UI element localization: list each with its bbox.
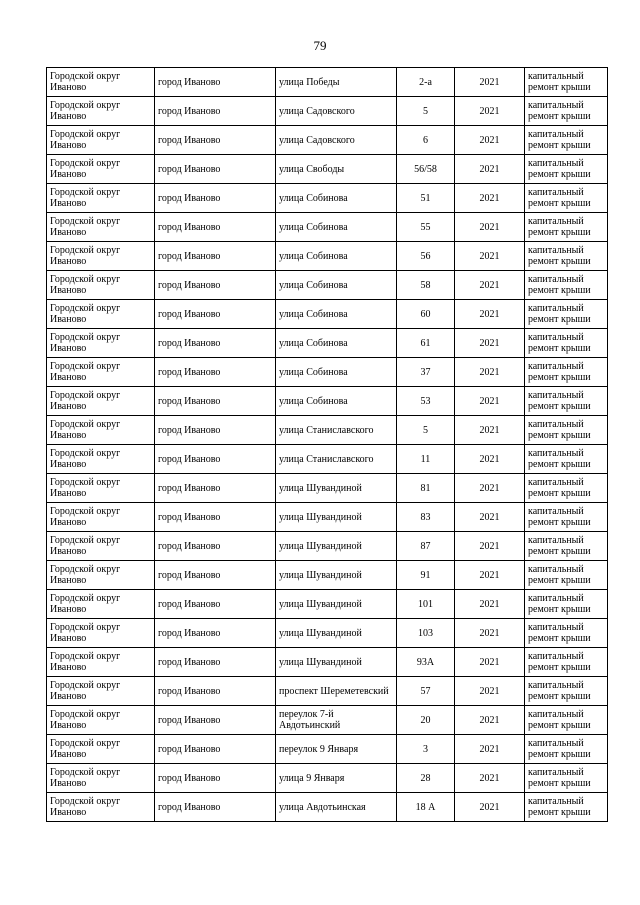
municipality-cell: Городской округ Иваново (47, 561, 155, 590)
year-cell: 2021 (455, 126, 525, 155)
house-number-cell: 55 (397, 213, 455, 242)
year-cell: 2021 (455, 706, 525, 735)
table-row (47, 213, 608, 242)
work-type-cell: капитальный ремонт крыши (525, 155, 608, 184)
year-cell: 2021 (455, 445, 525, 474)
work-type-cell: капитальный ремонт крыши (525, 387, 608, 416)
city-cell: город Иваново (155, 271, 276, 300)
table-row (47, 677, 608, 706)
municipality-cell: Городской округ Иваново (47, 532, 155, 561)
table-row (47, 590, 608, 619)
municipality-cell: Городской округ Иваново (47, 126, 155, 155)
year-cell: 2021 (455, 532, 525, 561)
year-cell: 2021 (455, 329, 525, 358)
year-cell: 2021 (455, 764, 525, 793)
city-cell: город Иваново (155, 706, 276, 735)
work-type-cell: капитальный ремонт крыши (525, 68, 608, 97)
house-number-cell: 101 (397, 590, 455, 619)
house-number-cell: 5 (397, 416, 455, 445)
municipality-cell: Городской округ Иваново (47, 97, 155, 126)
work-type-cell: капитальный ремонт крыши (525, 677, 608, 706)
year-cell: 2021 (455, 68, 525, 97)
year-cell: 2021 (455, 619, 525, 648)
street-cell: улица Шувандиной (276, 503, 397, 532)
municipality-cell: Городской округ Иваново (47, 764, 155, 793)
work-type-cell: капитальный ремонт крыши (525, 474, 608, 503)
street-cell: улица Садовского (276, 126, 397, 155)
year-cell: 2021 (455, 561, 525, 590)
street-cell: улица Садовского (276, 97, 397, 126)
city-cell: город Иваново (155, 358, 276, 387)
house-number-cell: 11 (397, 445, 455, 474)
city-cell: город Иваново (155, 242, 276, 271)
table-row (47, 648, 608, 677)
table-row (47, 445, 608, 474)
work-type-cell: капитальный ремонт крыши (525, 300, 608, 329)
year-cell: 2021 (455, 300, 525, 329)
municipality-cell: Городской округ Иваново (47, 155, 155, 184)
municipality-cell: Городской округ Иваново (47, 474, 155, 503)
year-cell: 2021 (455, 184, 525, 213)
house-number-cell: 51 (397, 184, 455, 213)
street-cell: улица Собинова (276, 387, 397, 416)
year-cell: 2021 (455, 648, 525, 677)
house-number-cell: 3 (397, 735, 455, 764)
table-row (47, 387, 608, 416)
municipality-cell: Городской округ Иваново (47, 213, 155, 242)
street-cell: улица Собинова (276, 271, 397, 300)
page-number: 79 (313, 38, 327, 53)
table-row (47, 242, 608, 271)
work-type-cell: капитальный ремонт крыши (525, 561, 608, 590)
work-type-cell: капитальный ремонт крыши (525, 590, 608, 619)
municipality-cell: Городской округ Иваново (47, 416, 155, 445)
table-row (47, 271, 608, 300)
table-row (47, 474, 608, 503)
municipality-cell: Городской округ Иваново (47, 793, 155, 822)
municipality-cell: Городской округ Иваново (47, 706, 155, 735)
table-row (47, 358, 608, 387)
street-cell: улица Шувандиной (276, 474, 397, 503)
house-number-cell: 61 (397, 329, 455, 358)
house-number-cell: 87 (397, 532, 455, 561)
table-row (47, 97, 608, 126)
year-cell: 2021 (455, 97, 525, 126)
house-number-cell: 103 (397, 619, 455, 648)
city-cell: город Иваново (155, 735, 276, 764)
work-type-cell: капитальный ремонт крыши (525, 503, 608, 532)
year-cell: 2021 (455, 387, 525, 416)
street-cell: улица Авдотьинская (276, 793, 397, 822)
city-cell: город Иваново (155, 445, 276, 474)
city-cell: город Иваново (155, 300, 276, 329)
table-row (47, 184, 608, 213)
house-number-cell: 56/58 (397, 155, 455, 184)
street-cell: переулок 9 Января (276, 735, 397, 764)
work-type-cell: капитальный ремонт крыши (525, 648, 608, 677)
house-number-cell: 5 (397, 97, 455, 126)
house-number-cell: 57 (397, 677, 455, 706)
house-number-cell: 56 (397, 242, 455, 271)
street-cell: улица Шувандиной (276, 561, 397, 590)
city-cell: город Иваново (155, 793, 276, 822)
municipality-cell: Городской округ Иваново (47, 619, 155, 648)
work-type-cell: капитальный ремонт крыши (525, 358, 608, 387)
work-type-cell: капитальный ремонт крыши (525, 242, 608, 271)
work-type-cell: капитальный ремонт крыши (525, 184, 608, 213)
city-cell: город Иваново (155, 387, 276, 416)
table-row (47, 532, 608, 561)
house-number-cell: 6 (397, 126, 455, 155)
house-number-cell: 28 (397, 764, 455, 793)
year-cell: 2021 (455, 213, 525, 242)
table-row (47, 706, 608, 735)
work-type-cell: капитальный ремонт крыши (525, 793, 608, 822)
municipality-cell: Городской округ Иваново (47, 271, 155, 300)
city-cell: город Иваново (155, 764, 276, 793)
city-cell: город Иваново (155, 68, 276, 97)
house-number-cell: 2-а (397, 68, 455, 97)
repair-schedule-table (46, 67, 608, 822)
house-number-cell: 83 (397, 503, 455, 532)
municipality-cell: Городской округ Иваново (47, 68, 155, 97)
street-cell: улица Собинова (276, 213, 397, 242)
street-cell: улица Собинова (276, 242, 397, 271)
street-cell: переулок 7-й Авдотьинский (276, 706, 397, 735)
city-cell: город Иваново (155, 503, 276, 532)
house-number-cell: 53 (397, 387, 455, 416)
street-cell: улица Шувандиной (276, 648, 397, 677)
table-row (47, 300, 608, 329)
street-cell: улица Шувандиной (276, 619, 397, 648)
city-cell: город Иваново (155, 184, 276, 213)
table-row (47, 126, 608, 155)
street-cell: улица Свободы (276, 155, 397, 184)
work-type-cell: капитальный ремонт крыши (525, 619, 608, 648)
street-cell: проспект Шереметевский (276, 677, 397, 706)
city-cell: город Иваново (155, 329, 276, 358)
work-type-cell: капитальный ремонт крыши (525, 416, 608, 445)
municipality-cell: Городской округ Иваново (47, 677, 155, 706)
work-type-cell: капитальный ремонт крыши (525, 213, 608, 242)
year-cell: 2021 (455, 271, 525, 300)
house-number-cell: 91 (397, 561, 455, 590)
year-cell: 2021 (455, 242, 525, 271)
city-cell: город Иваново (155, 532, 276, 561)
table-row (47, 416, 608, 445)
work-type-cell: капитальный ремонт крыши (525, 126, 608, 155)
municipality-cell: Городской округ Иваново (47, 184, 155, 213)
table-body (47, 68, 608, 822)
city-cell: город Иваново (155, 213, 276, 242)
table-row (47, 561, 608, 590)
year-cell: 2021 (455, 155, 525, 184)
municipality-cell: Городской округ Иваново (47, 329, 155, 358)
city-cell: город Иваново (155, 155, 276, 184)
work-type-cell: капитальный ремонт крыши (525, 706, 608, 735)
street-cell: улица Собинова (276, 300, 397, 329)
house-number-cell: 20 (397, 706, 455, 735)
street-cell: улица 9 Января (276, 764, 397, 793)
street-cell: улица Победы (276, 68, 397, 97)
city-cell: город Иваново (155, 474, 276, 503)
house-number-cell: 37 (397, 358, 455, 387)
table-row (47, 329, 608, 358)
city-cell: город Иваново (155, 619, 276, 648)
street-cell: улица Шувандиной (276, 532, 397, 561)
street-cell: улица Станиславского (276, 445, 397, 474)
house-number-cell: 58 (397, 271, 455, 300)
street-cell: улица Собинова (276, 358, 397, 387)
city-cell: город Иваново (155, 677, 276, 706)
city-cell: город Иваново (155, 648, 276, 677)
municipality-cell: Городской округ Иваново (47, 735, 155, 764)
year-cell: 2021 (455, 793, 525, 822)
street-cell: улица Собинова (276, 184, 397, 213)
city-cell: город Иваново (155, 561, 276, 590)
house-number-cell: 93А (397, 648, 455, 677)
house-number-cell: 18 А (397, 793, 455, 822)
city-cell: город Иваново (155, 126, 276, 155)
municipality-cell: Городской округ Иваново (47, 590, 155, 619)
table-row (47, 735, 608, 764)
year-cell: 2021 (455, 358, 525, 387)
table-row (47, 793, 608, 822)
table-row (47, 503, 608, 532)
year-cell: 2021 (455, 590, 525, 619)
table-row (47, 68, 608, 97)
work-type-cell: капитальный ремонт крыши (525, 735, 608, 764)
year-cell: 2021 (455, 677, 525, 706)
work-type-cell: капитальный ремонт крыши (525, 329, 608, 358)
year-cell: 2021 (455, 735, 525, 764)
city-cell: город Иваново (155, 416, 276, 445)
municipality-cell: Городской округ Иваново (47, 648, 155, 677)
work-type-cell: капитальный ремонт крыши (525, 97, 608, 126)
work-type-cell: капитальный ремонт крыши (525, 271, 608, 300)
year-cell: 2021 (455, 416, 525, 445)
street-cell: улица Станиславского (276, 416, 397, 445)
municipality-cell: Городской округ Иваново (47, 358, 155, 387)
work-type-cell: капитальный ремонт крыши (525, 764, 608, 793)
city-cell: город Иваново (155, 97, 276, 126)
municipality-cell: Городской округ Иваново (47, 242, 155, 271)
table-row (47, 155, 608, 184)
work-type-cell: капитальный ремонт крыши (525, 532, 608, 561)
municipality-cell: Городской округ Иваново (47, 387, 155, 416)
house-number-cell: 81 (397, 474, 455, 503)
street-cell: улица Шувандиной (276, 590, 397, 619)
city-cell: город Иваново (155, 590, 276, 619)
municipality-cell: Городской округ Иваново (47, 445, 155, 474)
street-cell: улица Собинова (276, 329, 397, 358)
year-cell: 2021 (455, 474, 525, 503)
table-row (47, 619, 608, 648)
work-type-cell: капитальный ремонт крыши (525, 445, 608, 474)
house-number-cell: 60 (397, 300, 455, 329)
table-row (47, 764, 608, 793)
year-cell: 2021 (455, 503, 525, 532)
municipality-cell: Городской округ Иваново (47, 300, 155, 329)
municipality-cell: Городской округ Иваново (47, 503, 155, 532)
